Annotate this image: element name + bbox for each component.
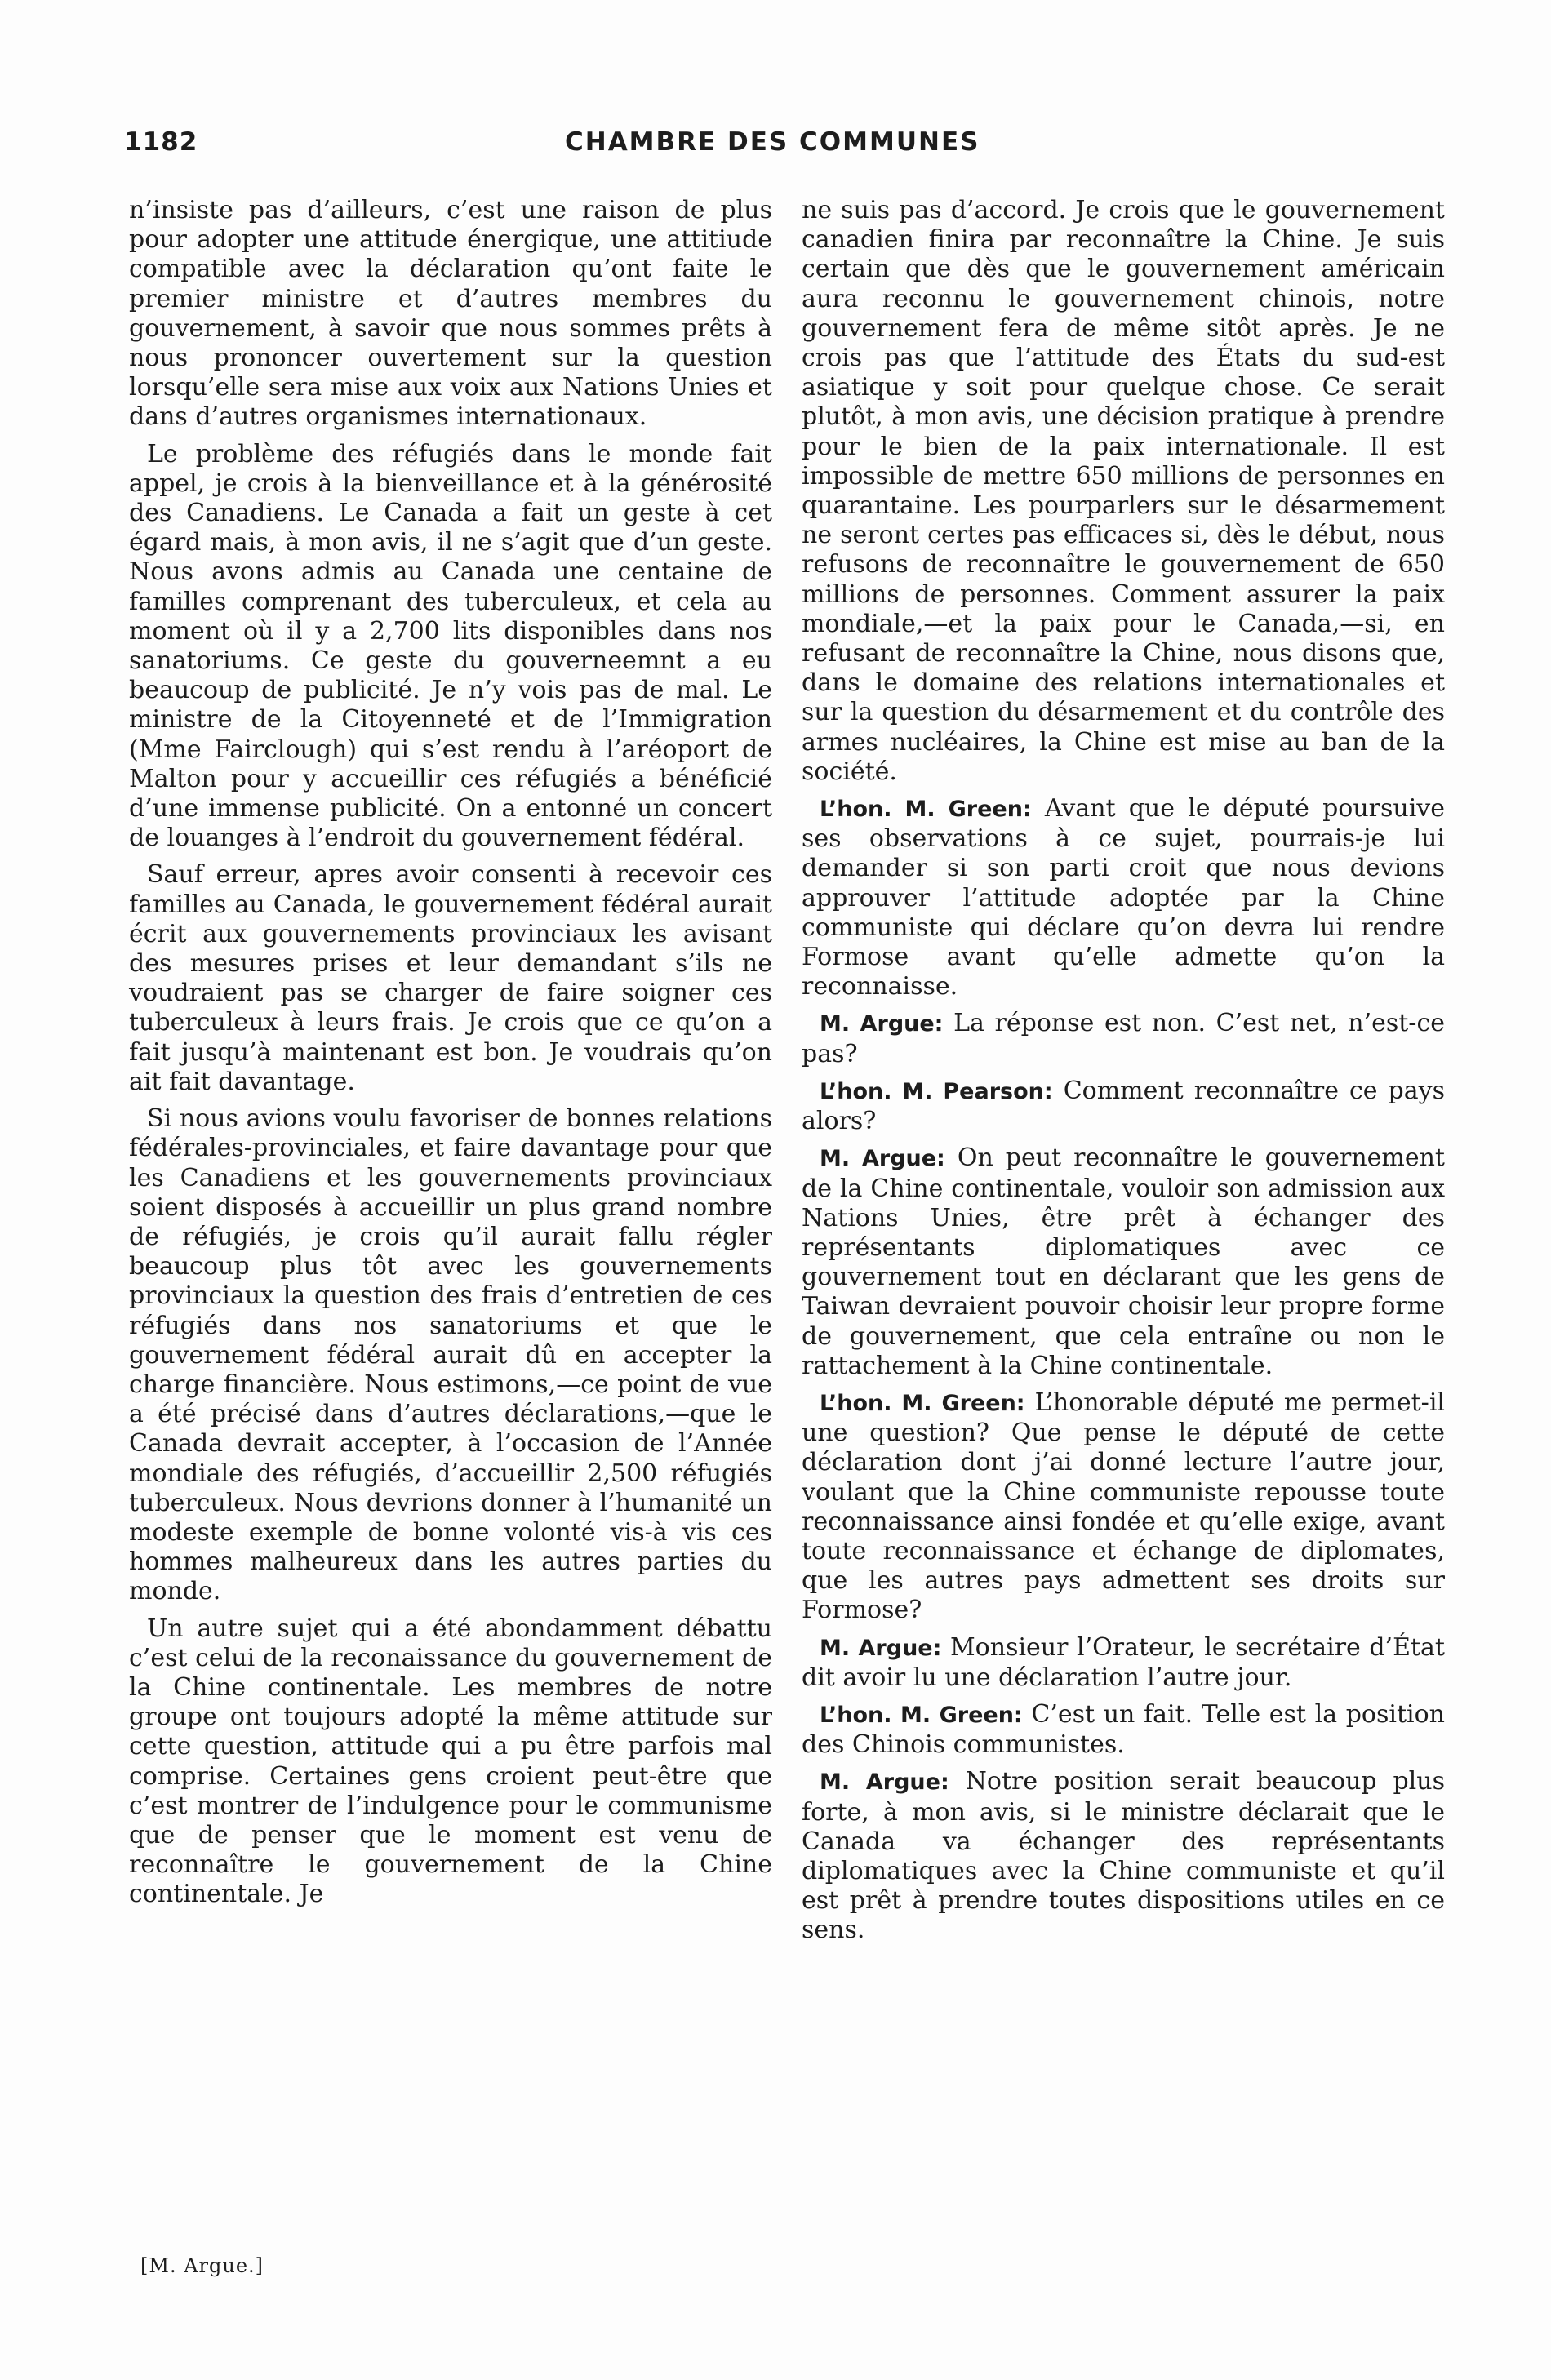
running-header xyxy=(124,127,1463,168)
right-column xyxy=(802,196,1445,1953)
speech-text: L’honorable député me permet-il une question? Que pense le député de cette déclaration dont j’ai donné lecture l’autre jour, voulant que la Chine communiste repousse toute reconnaissance ainsi fondée et qu’elle exige, avant toute reconnaissance et échange de diplomates, que les autres pays admettent ses droits sur Formose? xyxy=(802,1388,1446,1625)
speaker-footer-note: [M. Argue.] xyxy=(140,2254,264,2277)
speech-text: C’est un fait. Telle est la position des Chinois communistes. xyxy=(802,1699,1445,1760)
speech-text: Notre position serait beaucoup plus forte, à mon avis, si le ministre déclarait que le Canada va échanger des représentants diplomatiques avec la Chine communiste et qu’il est prêt à prendre toutes dispositions utiles en ce sens. xyxy=(802,1767,1445,1945)
speech-entry xyxy=(802,1700,1445,1760)
speaker-name: L’hon. M. Green: xyxy=(820,1390,1025,1416)
speaker-name: M. Argue: xyxy=(820,1769,949,1796)
speaker-name: L’hon. M. Green: xyxy=(820,1702,1023,1728)
paragraph: Le problème des réfugiés dans le monde fait appel, je crois à la bienveillance et à la générosité des Canadiens. Le Canada a fait un geste à cet égard mais, à mon avis, il ne s’agit que d’un geste. Nous avons admis au Canada une centaine de familles comprenant des tuberculeux, et cela au moment où il y a 2,700 lits disponibles dans nos sanatoriums. Ce geste du gouverneemnt a eu beaucoup de publicité. Je n’y vois pas de mal. Le ministre de la Citoyenneté et de l’Immigration (Mme Fairclough) qui s’est rendu à l’aréoport de Malton pour y accueillir ces réfugiés a bénéficié d’une immense publicité. On a entonné un concert de louanges à l’endroit du gouvernement fédéral. xyxy=(129,439,772,853)
speech-text: La réponse est non. C’est net, n’est-ce pas? xyxy=(802,1009,1445,1068)
paragraph: n’insiste pas d’ailleurs, c’est une raison de plus pour adopter une attitude énergique, une attitiude compatible avec la déclaration qu’ont faite le premier ministre et d’autres membres du gouvernement, à savoir que nous sommes prêts à nous prononcer ouvertement sur la question lorsqu’elle sera mise aux voix aux Nations Unies et dans d’autres organismes internationaux. xyxy=(129,196,772,432)
paragraph: Si nous avions voulu favoriser de bonnes relations fédérales-provinciales, et faire davantage pour que les Canadiens et les gouvernements provinciaux soient disposés à accueillir un plus grand nombre de réfugiés, je crois qu’il aurait fallu régler beaucoup plus tôt avec les gouvernements provinciaux la question des frais d’entretien de ces réfugiés dans nos sanatoriums et que le gouvernement fédéral aurait dû en accepter la charge financière. Nous estimons,—ce point de vue a été précisé dans d’autres déclarations,—que le Canada devrait accepter, à l’occasion de l’Année mondiale des réfugiés, d’accueillir 2,500 réfugiés tuberculeux. Nous devrions donner à l’humanité un modeste exemple de bonne volonté vis-à vis ces hommes malheureux dans les autres parties du monde. xyxy=(129,1104,772,1606)
paragraph: Sauf erreur, apres avoir consenti à recevoir ces familles au Canada, le gouvernement fédéral aurait écrit aux gouvernements provinciaux les avisant des mesures prises et leur demandant s’ils ne voudraient pas se charger de faire soigner ces tuberculeux à leurs frais. Je crois que ce qu’on a fait jusqu’à maintenant est bon. Je voudrais qu’on ait fait davantage. xyxy=(129,860,772,1096)
speech-entry xyxy=(802,1143,1445,1381)
speech-entry xyxy=(802,1767,1445,1945)
header-title: CHAMBRE DES COMMUNES xyxy=(565,127,980,157)
paragraph: ne suis pas d’accord. Je crois que le gouvernement canadien finira par reconnaître la Chine. Je suis certain que dès que le gouvernement américain aura reconnu le gouvernement chinois, notre gouvernement fera de même sitôt après. Je ne crois pas que l’attitude des États du sud-est asiatique y soit pour quelque chose. Ce serait plutôt, à mon avis, une décision pratique à prendre pour le bien de la paix internationale. Il est impossible de mettre 650 millions de personnes en quarantaine. Les pourparlers sur le désarmement ne seront certes pas efficaces si, dès le début, nous refusons de reconnaître le gouvernement de 650 millions de personnes. Comment assurer la paix mondiale,—et la paix pour le Canada,—si, en refusant de reconnaître la Chine, nous disons que, dans le domaine des relations internationales et sur la question du désarmement et du contrôle des armes nucléaires, la Chine est mise au ban de la société. xyxy=(802,196,1445,786)
speaker-name: M. Argue: xyxy=(820,1146,945,1172)
speech-text: Comment reconnaître ce pays alors? xyxy=(802,1076,1445,1136)
speech-text: On peut reconnaître le gouvernement de la Chine continentale, vouloir son admission aux Nations Unies, être prêt à échanger des représentants diplomatiques avec ce gouvernement tout en déclarant que les gens de Taiwan devraient pouvoir choisir leur propre forme de gouvernement, que cela entraîne ou non le rattachement à la Chine continentale. xyxy=(802,1143,1445,1380)
speech-entry xyxy=(802,1388,1445,1626)
speech-text: Avant que le député poursuive ses observations à ce sujet, pourrais-je lui demander si son parti croit que nous devions approuver l’attitude adoptée par la Chine communiste qui déclare qu’on devra lui rendre Formose avant qu’elle admette qu’on la reconnaisse. xyxy=(802,794,1446,1001)
speech-text: Monsieur l’Orateur, le secrétaire d’État dit avoir lu une déclaration l’autre jour. xyxy=(802,1632,1445,1692)
speaker-name: L’hon. M. Green: xyxy=(820,797,1032,823)
speaker-name: L’hon. M. Pearson: xyxy=(820,1078,1053,1104)
left-column xyxy=(129,196,772,1917)
page-number: 1182 xyxy=(124,127,198,157)
speaker-name: M. Argue: xyxy=(820,1635,942,1661)
paragraph: Un autre sujet qui a été abondamment débattu c’est celui de la reconaissance du gouvernement de la Chine continentale. Les membres de notre groupe ont toujours adopté la même attitude sur cette question, attitude qui a pu être parfois mal comprise. Certaines gens croient peut-être que c’est montrer de l’indulgence pour le communisme que de penser que le moment est venu de reconnaître le gouvernement de la Chine continentale. Je xyxy=(129,1614,772,1909)
speech-entry xyxy=(802,794,1445,1001)
speech-entry xyxy=(802,1077,1445,1136)
speech-entry xyxy=(802,1009,1445,1068)
speech-entry xyxy=(802,1633,1445,1693)
speaker-name: M. Argue: xyxy=(820,1011,944,1037)
